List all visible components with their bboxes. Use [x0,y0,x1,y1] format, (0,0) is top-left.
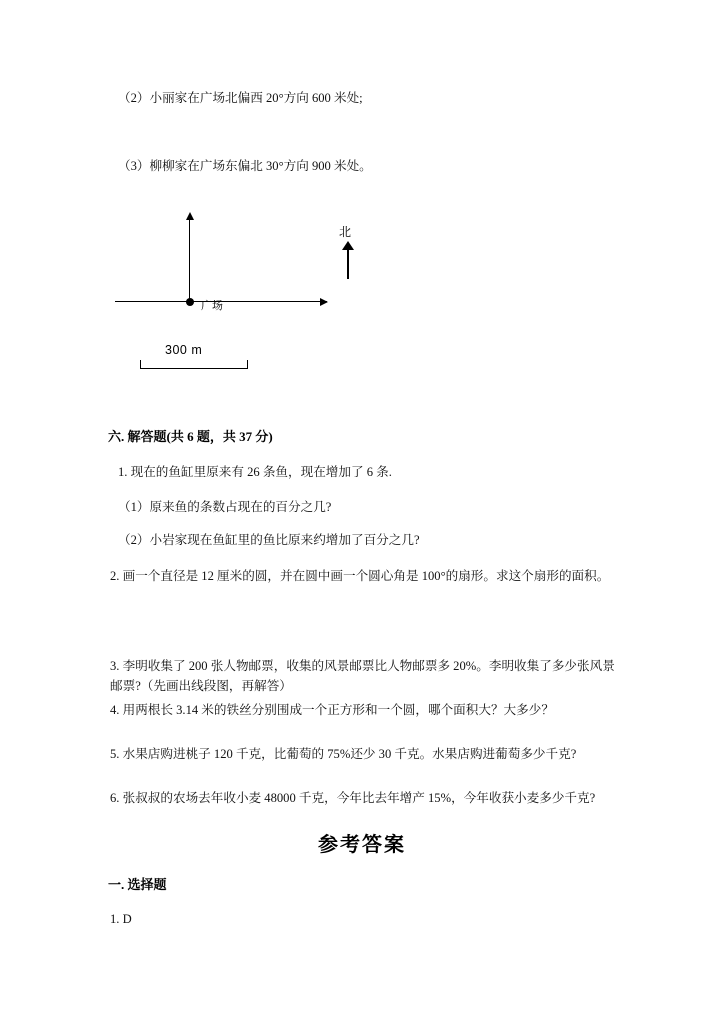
question-3b-text: 3. 李明收集了 200 张人物邮票，收集的风景邮票比人物邮票多 20%。李明收集了多少张风景邮票?（先画出线段图，再解答） [110,659,615,694]
answers-section-one-wrap [108,874,608,893]
answer-1-text: 1. D [110,912,132,926]
section-six-heading: 六. 解答题(共 6 题，共 37 分) [108,429,273,444]
answers-title: 参考答案 [318,834,406,856]
question-1b-wrap [118,530,613,550]
origin-point [186,298,194,306]
scale-bar [140,345,250,373]
question-3b-wrap [110,656,615,696]
question-6-text: 6. 张叔叔的农场去年收小麦 48000 千克，今年比去年增产 15%，今年收获小麦多少千克? [110,791,596,805]
north-arrow-icon [336,225,362,279]
question-3-line [118,156,618,176]
question-5-wrap [110,744,615,764]
question-1a-text: （1）原来鱼的条数占现在的百分之几? [118,500,332,514]
vertical-axis [189,219,190,303]
question-2-line [118,88,618,108]
question-1b-text: （2）小岩家现在鱼缸里的鱼比原来约增加了百分之几? [118,533,420,547]
north-label: 北 [339,225,352,239]
question-3-text: （3）柳柳家在广场东偏北 30°方向 900 米处。 [118,159,372,173]
north-arrow-shaft [347,249,349,279]
origin-label: 广场 [201,300,223,312]
question-4-wrap [110,700,615,720]
answers-title-wrap [108,828,616,857]
question-1-text: 1. 现在的鱼缸里原来有 26 条鱼，现在增加了 6 条. [118,465,392,479]
question-1-wrap [118,462,613,482]
scale-label: 300 m [165,343,203,357]
question-4-text: 4. 用两根长 3.14 米的铁丝分别围成一个正方形和一个圆，哪个面积大？大多少？ [110,703,554,717]
direction-diagram [108,205,408,390]
answer-1-wrap [110,909,610,929]
question-5-text: 5. 水果店购进桃子 120 千克，比葡萄的 75%还少 30 千克。水果店购进葡萄多少千克? [110,747,577,761]
question-2b-wrap [110,566,615,586]
question-2-text: （2）小丽家在广场北偏西 20°方向 600 米处; [118,91,363,105]
question-1a-wrap [118,497,613,517]
answers-section-one-heading: 一. 选择题 [108,877,167,892]
question-6-wrap [110,788,615,808]
section-six-heading-wrap [108,426,608,445]
scale-line [140,368,248,369]
question-2b-text: 2. 画一个直径是 12 厘米的圆，并在圆中画一个圆心角是 100°的扇形。求这个扇形的面积。 [110,569,610,583]
